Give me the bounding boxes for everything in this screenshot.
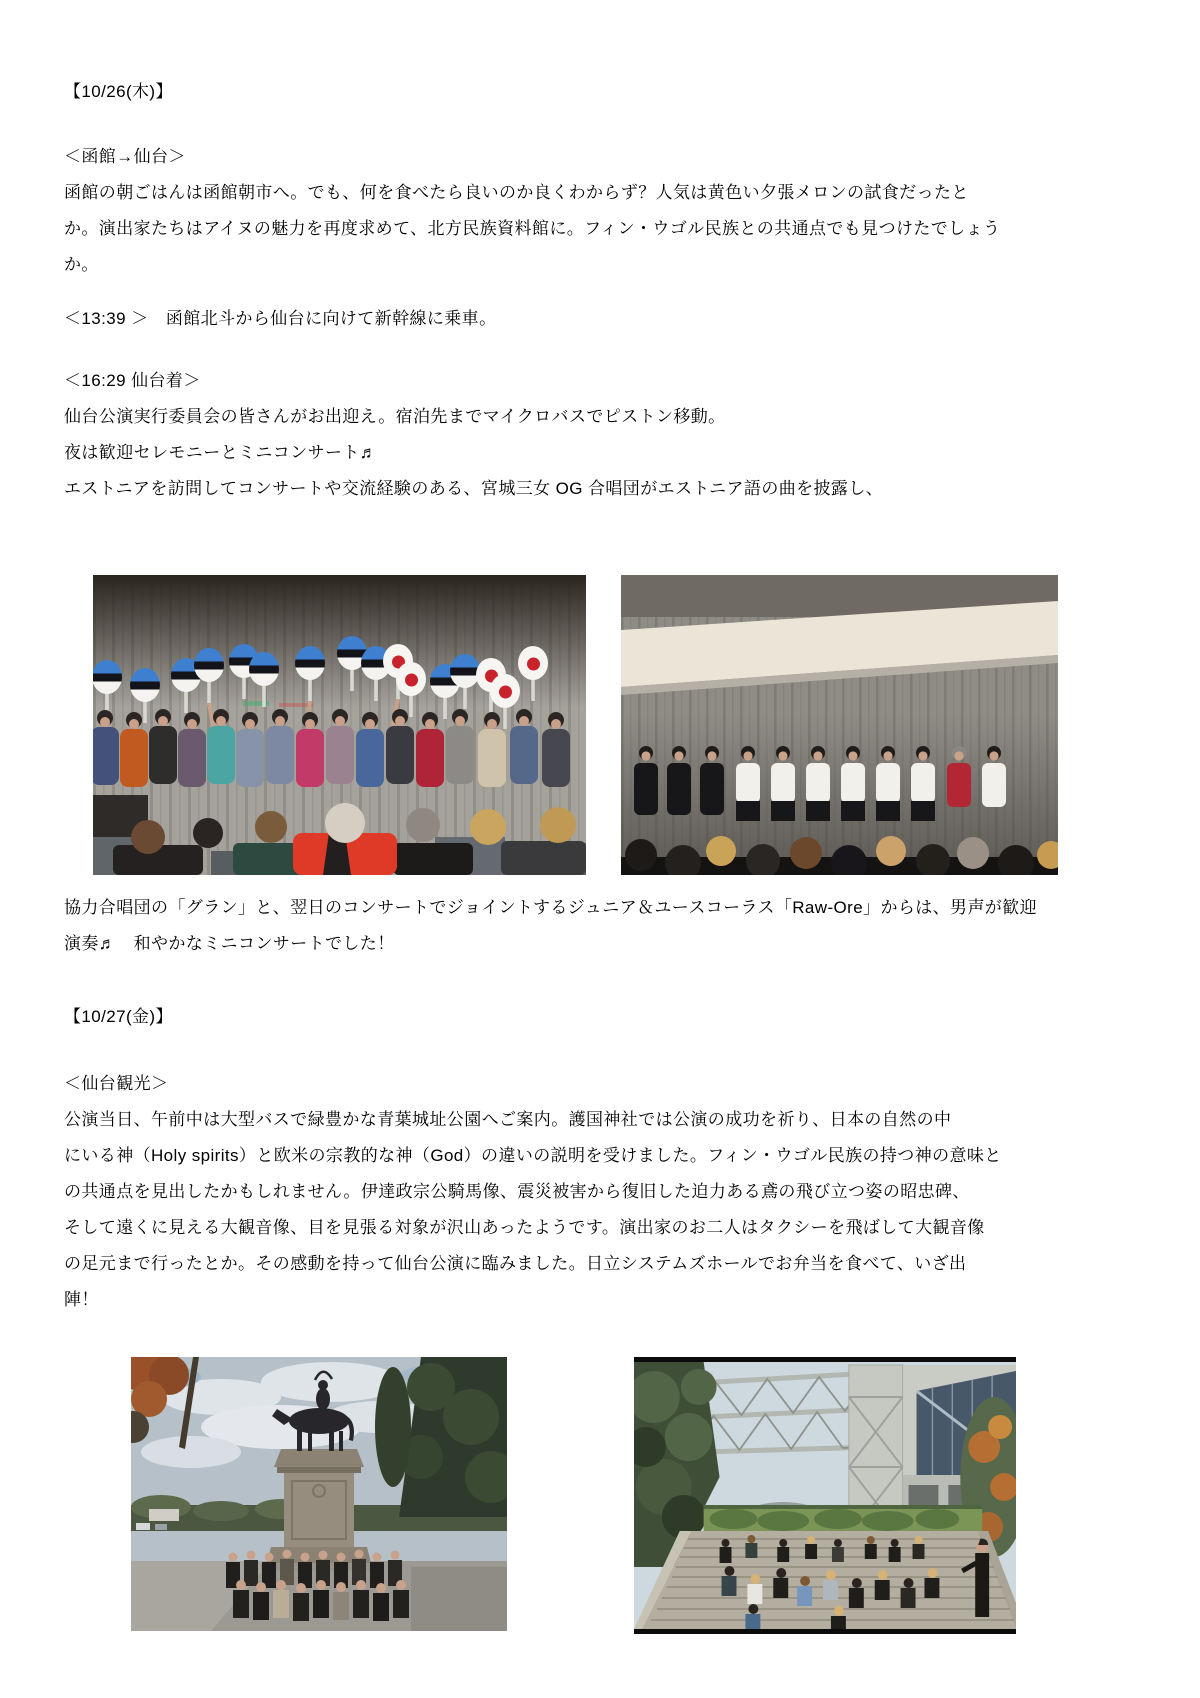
date-heading-oct27: 【10/27(金)】: [64, 1007, 173, 1026]
date-heading-oct26: 【10/26(木)】: [64, 82, 173, 101]
photo-hall-stairs-group: [634, 1357, 1016, 1634]
photo-row-2: [64, 1357, 1136, 1634]
paragraph-line: そして遠くに見える大観音像、目を見張る対象が沢山あったようです。演出家のお二人はタクシーを飛ばして大観音像: [64, 1218, 985, 1237]
paragraph-line: 協力合唱団の「グラン」と、翌日のコンサートでジョイントするジュニア＆ユースコーラス「Raw-Ore」からは、男声が歓迎: [64, 898, 1038, 917]
photo-stage-choir-image: [621, 575, 1058, 875]
paragraph-line: か。: [64, 255, 99, 274]
train-departure-line: ＜13:39 ＞ 函館北斗から仙台に向けて新幹線に乗車。: [64, 309, 497, 328]
photo-row-1: [64, 575, 1136, 875]
paragraph-line: 陣！: [64, 1290, 99, 1309]
paragraph-line: 演奏♬ 和やかなミニコンサートでした！: [64, 934, 395, 953]
paragraph-line: 公演当日、午前中は大型バスで緑豊かな青葉城址公園へご案内。護国神社では公演の成功を祈り、日本の自然の中: [64, 1110, 952, 1129]
paragraph-line: エストニアを訪問してコンサートや交流経験のある、宮城三女 OG 合唱団がエストニア語の曲を披露し、: [64, 479, 884, 498]
photo-welcome-concert-fans: [93, 575, 586, 875]
sightseeing-heading: ＜仙台観光＞: [64, 1074, 169, 1093]
route-heading: ＜函館→仙台＞: [64, 147, 186, 166]
photo-stage-choir: [621, 575, 1058, 875]
paragraph-line: の足元まで行ったとか。その感動を持って仙台公演に臨みました。日立システムズホールでお弁当を食べて、いざ出: [64, 1254, 967, 1273]
paragraph-line: の共通点を見出したかもしれません。伊達政宗公騎馬像、震災被害から復旧した迫力ある鳶の飛び立つ姿の昭忠碑、: [64, 1182, 970, 1201]
photo-welcome-concert-fans-image: [93, 575, 586, 875]
paragraph-line: か。演出家たちはアイヌの魅力を再度求めて、北方民族資料館に。フィン・ウゴル民族との共通点でも見つけたでしょう: [64, 219, 1001, 238]
paragraph-line: 仙台公演実行委員会の皆さんがお出迎え。宿泊先までマイクロバスでピストン移動。: [64, 407, 726, 426]
photo-statue-group: [131, 1357, 507, 1634]
paragraph-line: 函館の朝ごはんは函館朝市へ。でも、何を食べたら良いのか良くわからず？人気は黄色い夕張メロンの試食だったと: [64, 183, 969, 202]
paragraph-line: にいる神（Holy spirits）と欧米の宗教的な神（God）の違いの説明を受けました。フィン・ウゴル民族の持つ神の意味と: [64, 1146, 1002, 1165]
photo-statue-group-image: [131, 1357, 507, 1631]
paragraph-line: 夜は歓迎セレモニーとミニコンサート♬: [64, 443, 378, 462]
arrival-heading: ＜16:29 仙台着＞: [64, 371, 201, 390]
photo-hall-stairs-group-image: [634, 1357, 1016, 1634]
